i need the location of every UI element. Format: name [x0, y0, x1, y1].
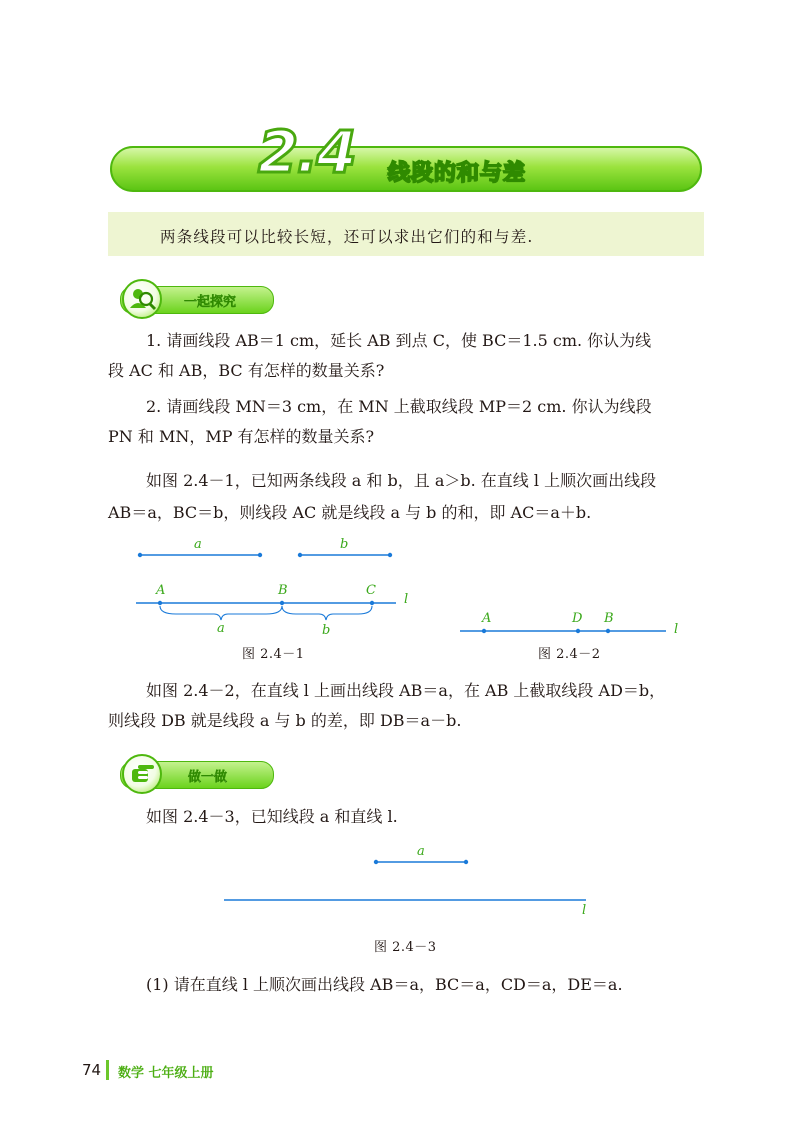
figure-2-4-3-caption: 图 2.4－3 [374, 940, 437, 955]
intro-text: 两条线段可以比较长短，还可以求出它们的和与差. [160, 228, 534, 246]
figure-2-4-1-caption: 图 2.4－1 [242, 647, 305, 662]
segment-a-endpoint-right [258, 553, 262, 557]
pointing-hand-icon [122, 754, 162, 794]
brace-a [160, 606, 282, 620]
segment-b-endpoint-right [388, 553, 392, 557]
brace-b-label: b [322, 623, 331, 638]
segment-a-endpoint-right [464, 860, 468, 864]
question-1-line-1: 1. 请画线段 AB＝1 cm，延长 AB 到点 C，使 BC＝1.5 cm. 你认为线 [146, 331, 652, 350]
point-B-label: B [278, 583, 288, 598]
figure-2-4-2-caption: 图 2.4－2 [538, 647, 601, 662]
explore-tag-label: 一起探究 [184, 295, 237, 310]
doit-line-1: 如图 2.4－3，已知线段 a 和直线 l. [146, 807, 398, 826]
paragraph-2-line-2: 则线段 DB 就是线段 a 与 b 的差，即 DB＝a－b. [108, 711, 462, 730]
segment-a-label: a [417, 844, 425, 859]
point-B-label: B [604, 611, 614, 626]
paragraph-1-line-2: AB＝a，BC＝b，则线段 AC 就是线段 a 与 b 的和，即 AC＝a＋b. [108, 503, 592, 522]
footer-divider [106, 1060, 109, 1080]
point-C-label: C [366, 583, 376, 598]
point-B [606, 629, 610, 633]
book-title: 数学 七年级上册 [118, 1066, 214, 1081]
task-1: (1) 请在直线 l 上顺次画出线段 AB＝a，BC＝a，CD＝a，DE＝a. [146, 975, 623, 994]
figure-2-4-2 [450, 600, 690, 640]
brace-b [282, 606, 372, 620]
question-2-line-2: PN 和 MN，MP 有怎样的数量关系? [108, 427, 375, 446]
point-A [158, 601, 162, 605]
magnifier-person-icon [122, 279, 162, 319]
question-2-line-1: 2. 请画线段 MN＝3 cm，在 MN 上截取线段 MP＝2 cm. 你认为线段 [146, 397, 652, 416]
point-D [576, 629, 580, 633]
figure-2-4-1 [120, 530, 440, 640]
segment-b-label: b [340, 537, 349, 552]
brace-a-label: a [217, 621, 225, 636]
page-number: 74 [82, 1061, 102, 1079]
segment-a-endpoint-left [138, 553, 142, 557]
section-title: 线段的和与差 [388, 161, 527, 186]
figure-2-4-3 [210, 840, 610, 920]
line-l-label: l [674, 622, 679, 637]
segment-a-endpoint-left [374, 860, 378, 864]
point-D-label: D [572, 611, 583, 626]
segment-a-label: a [194, 537, 202, 552]
line-l-label: l [582, 903, 587, 918]
segment-b-endpoint-left [298, 553, 302, 557]
point-A-label: A [482, 611, 492, 626]
line-l-label: l [404, 592, 409, 607]
point-A-label: A [156, 583, 166, 598]
paragraph-1-line-1: 如图 2.4－1，已知两条线段 a 和 b，且 a＞b. 在直线 l 上顺次画出线段 [146, 471, 657, 490]
question-1-line-2: 段 AC 和 AB，BC 有怎样的数量关系? [108, 361, 385, 380]
point-C [370, 601, 374, 605]
section-number: 2.4 [258, 118, 355, 186]
point-A [482, 629, 486, 633]
doit-tag-label: 做一做 [188, 770, 228, 785]
paragraph-2-line-1: 如图 2.4－2，在直线 l 上画出线段 AB＝a，在 AB 上截取线段 AD＝b， [146, 681, 666, 700]
point-B [280, 601, 284, 605]
